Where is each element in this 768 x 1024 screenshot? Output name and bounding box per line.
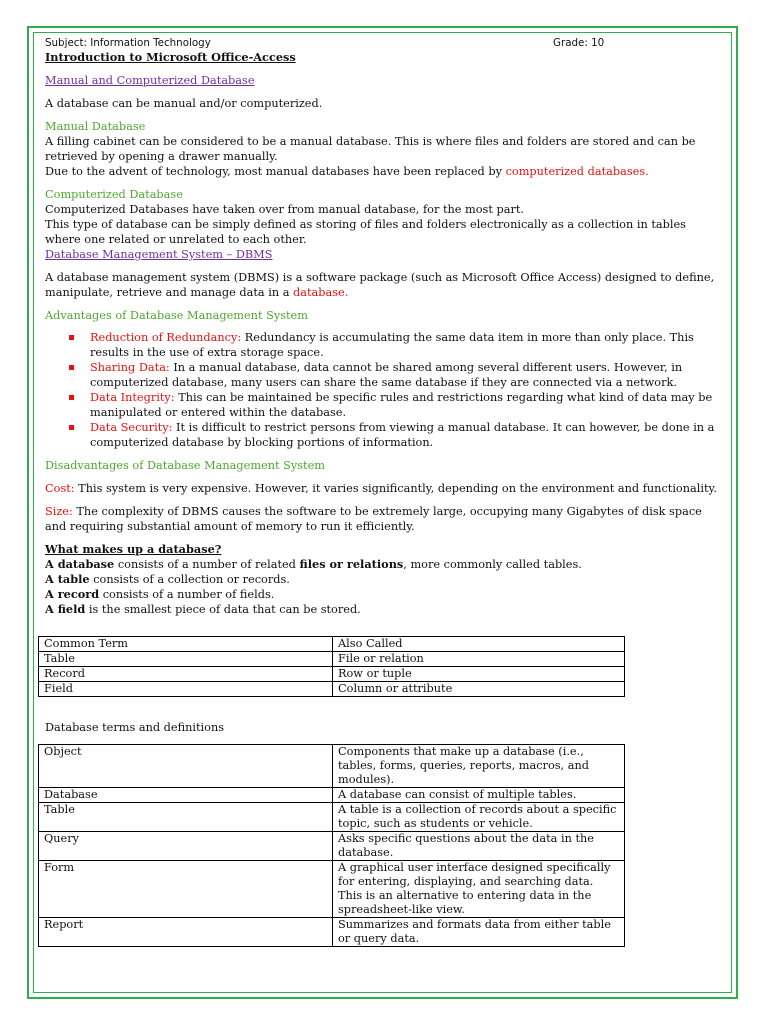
section-heading-manual-computerized: Manual and Computerized Database [45, 74, 255, 87]
bullet-text: In a manual database, data cannot be shared among several different users. However, in computerized database, many users can share the same database if they are connected via a network. [90, 361, 683, 389]
subheading-computerized-database: Computerized Database [45, 188, 183, 201]
definitions-table-label: Database terms and definitions [45, 721, 225, 734]
list-item [90, 420, 725, 450]
paragraph: Computerized Databases have taken over from manual database, for the most part. [45, 203, 524, 216]
table-row [39, 637, 625, 652]
table-cell: Row or tuple [333, 667, 625, 682]
table-row [39, 788, 625, 803]
table-row [39, 745, 625, 788]
bold-term: A table [45, 572, 90, 586]
subheading-disadvantages: Disadvantages of Database Management System [45, 459, 325, 472]
table-row [39, 667, 625, 682]
list-item [90, 390, 725, 420]
paragraph [45, 557, 725, 572]
bold-term: A record [45, 587, 100, 601]
table-cell: Also Called [333, 637, 625, 652]
section-heading-dbms: Database Management System – DBMS [45, 248, 273, 261]
table-cell: Summarizes and formats data from either table or query data. [333, 918, 625, 947]
table-row [39, 861, 625, 918]
subject-label: Subject: Information Technology [45, 37, 211, 49]
table-row [39, 832, 625, 861]
text-run: A database management system (DBMS) is a software package (such as Microsoft Office Access) designed to define, manipulate, retrieve and manage data in a [45, 271, 715, 299]
subheading-manual-database: Manual Database [45, 120, 146, 133]
table-cell: Table [39, 652, 333, 667]
table-cell: Database [39, 788, 333, 803]
table-cell: File or relation [333, 652, 625, 667]
table-cell: Object [39, 745, 333, 788]
bullet-term: Data Integrity: [90, 391, 175, 404]
highlighted-term: Size: [45, 505, 73, 518]
table-cell: Record [39, 667, 333, 682]
paragraph: A database can be manual and/or computerized. [45, 97, 323, 110]
table-cell: Asks specific questions about the data in the database. [333, 832, 625, 861]
bullet-term: Sharing Data: [90, 361, 170, 374]
highlighted-term: database. [293, 286, 349, 299]
paragraph [45, 481, 725, 496]
text-run: is the smallest piece of data that can be stored. [85, 603, 361, 616]
section-heading-what-makes-up: What makes up a database? [45, 542, 222, 556]
paragraph [45, 504, 725, 534]
paragraph [45, 587, 725, 602]
paragraph: This type of database can be simply defined as storing of files and folders electronically as a collection in tables where one related or unrelated to each other. [45, 218, 686, 246]
paragraph: A filling cabinet can be considered to be a manual database. This is where files and folders are stored and can be retrieved by opening a drawer manually. [45, 135, 696, 163]
table-row [39, 652, 625, 667]
table-cell: Common Term [39, 637, 333, 652]
highlighted-term: computerized databases. [505, 165, 649, 178]
table-cell: Field [39, 682, 333, 697]
bullet-text: It is difficult to restrict persons from viewing a manual database. It can however, be done in a computerized database by blocking portions of information. [90, 421, 715, 449]
table-cell: A table is a collection of records about a specific topic, such as students or vehicle. [333, 803, 625, 832]
paragraph [45, 602, 725, 617]
table-cell: Form [39, 861, 333, 918]
table-cell: Table [39, 803, 333, 832]
paragraph [45, 164, 725, 179]
text-run: consists of a collection or records. [89, 573, 290, 586]
text-run: Due to the advent of technology, most manual databases have been replaced by [45, 165, 506, 178]
bold-term: files or relations [299, 557, 404, 571]
highlighted-term: Cost: [45, 482, 75, 495]
bullet-text: This can be maintained be specific rules and restrictions regarding what kind of data may be manipulated or entered within the database. [90, 391, 713, 419]
table-cell: A database can consist of multiple tables. [333, 788, 625, 803]
bullet-term: Reduction of Redundancy: [90, 331, 242, 344]
table-cell: Query [39, 832, 333, 861]
subheading-advantages: Advantages of Database Management System [45, 309, 308, 322]
paragraph [45, 572, 725, 587]
table-row [39, 918, 625, 947]
table-cell: Components that make up a database (i.e., tables, forms, queries, reports, macros, and modules). [333, 745, 625, 788]
text-run: This system is very expensive. However, it varies significantly, depending on the environment and functionality. [74, 482, 717, 495]
definitions-table [38, 744, 625, 947]
table-cell: Report [39, 918, 333, 947]
text-run: consists of a number of related [114, 558, 300, 571]
bullet-text: Redundancy is accumulating the same data item in more than only place. This results in the use of extra storage space. [90, 331, 694, 359]
document-body [45, 36, 725, 947]
text-run: , more commonly called tables. [403, 558, 582, 571]
document-title: Introduction to Microsoft Office-Access [45, 50, 296, 64]
grade-label: Grade: 10 [553, 37, 605, 49]
document-header [45, 36, 725, 50]
bullet-term: Data Security: [90, 421, 173, 434]
table-row [39, 682, 625, 697]
list-item [90, 330, 725, 360]
bold-term: A field [45, 602, 86, 616]
list-item [90, 360, 725, 390]
table-cell: Column or attribute [333, 682, 625, 697]
table-cell: A graphical user interface designed specifically for entering, displaying, and searching data. This is an alternative to entering data in the spreadsheet-like view. [333, 861, 625, 918]
terms-table [38, 636, 625, 697]
text-run: consists of a number of fields. [99, 588, 275, 601]
paragraph [45, 270, 725, 300]
bold-term: A database [45, 557, 115, 571]
table-row [39, 803, 625, 832]
text-run: The complexity of DBMS causes the software to be extremely large, occupying many Gigabytes of disk space and requiring substantial amount of memory to run it efficiently. [45, 505, 702, 533]
advantages-list [45, 330, 725, 450]
